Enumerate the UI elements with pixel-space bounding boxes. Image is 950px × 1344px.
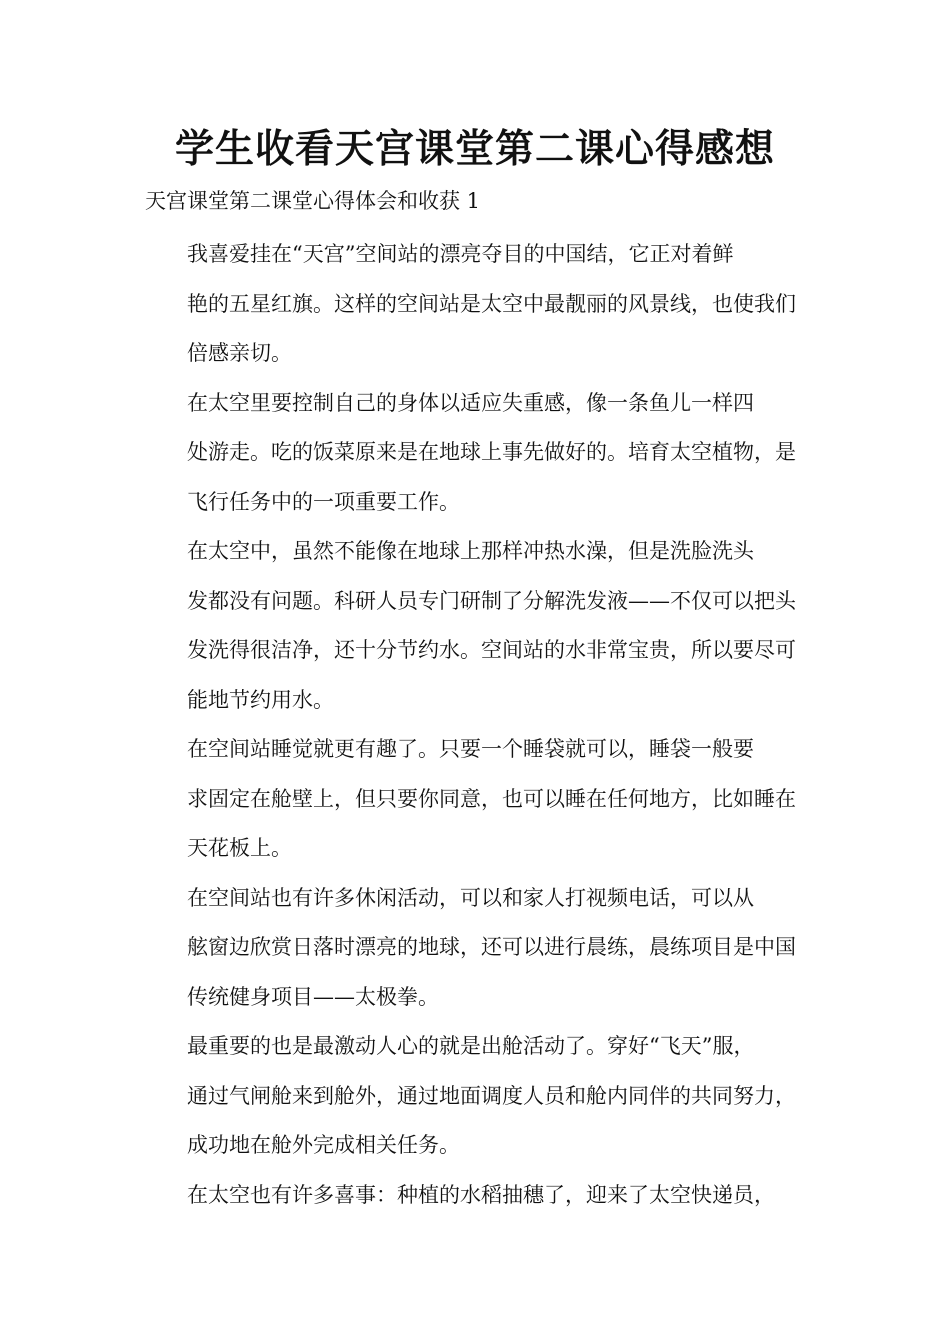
document-title: 学生收看天宫课堂第二课心得感想	[174, 127, 775, 172]
paragraph-line: 在太空中，虽然不能像在地球上那样冲热水澡，但是洗脸洗头	[187, 539, 754, 563]
paragraph-line: 在太空也有许多喜事：种植的水稻抽穗了，迎来了太空快递员，	[187, 1182, 775, 1207]
paragraph-line: 在空间站也有许多休闲活动，可以和家人打视频电话，可以从	[187, 885, 754, 910]
paragraph	[145, 379, 807, 528]
document-subtitle: 天宫课堂第二课堂心得体会和收获 1	[145, 189, 481, 213]
paragraph-line: 最重要的也是最激动人心的就是出舱活动了。穿好“飞天”服，	[187, 1034, 755, 1058]
paragraph-line: 处游走。吃的饭菜原来是在地球上事先做好的。培育太空植物，是	[187, 440, 796, 464]
paragraph-line: 求固定在舱壁上，但只要你同意，也可以睡在任何地方，比如睡在	[187, 786, 796, 811]
paragraph-line: 成功地在舱外完成相关任务。	[187, 1133, 460, 1157]
paragraph-line: 传统健身项目——太极拳。	[187, 984, 439, 1009]
paragraph	[145, 874, 807, 1023]
paragraph-line: 通过气闸舱来到舱外，通过地面调度人员和舱内同伴的共同努力，	[187, 1083, 796, 1108]
paragraph	[145, 230, 807, 379]
paragraph	[145, 527, 807, 725]
document-body	[145, 230, 807, 1220]
paragraph	[145, 1022, 807, 1171]
paragraph-line: 艳的五星红旗。这样的空间站是太空中最靓丽的风景线，也使我们	[187, 291, 796, 316]
paragraph-line: 在空间站睡觉就更有趣了。只要一个睡袋就可以，睡袋一般要	[187, 737, 754, 761]
paragraph	[145, 1171, 807, 1221]
paragraph-line: 飞行任务中的一项重要工作。	[187, 489, 460, 514]
paragraph-line: 天花板上。	[187, 836, 292, 860]
paragraph-line: 在太空里要控制自己的身体以适应失重感，像一条鱼儿一样四	[187, 390, 754, 415]
paragraph-line: 舷窗边欣赏日落时漂亮的地球，还可以进行晨练，晨练项目是中国	[187, 935, 796, 959]
paragraph	[145, 725, 807, 874]
paragraph-line: 发洗得很洁净，还十分节约水。空间站的水非常宝贵，所以要尽可	[187, 638, 796, 662]
paragraph-line: 我喜爱挂在“天宫”空间站的漂亮夺目的中国结，它正对着鲜	[187, 242, 734, 266]
paragraph-line: 能地节约用水。	[187, 687, 334, 712]
paragraph-line: 倍感亲切。	[187, 341, 292, 365]
paragraph-line: 发都没有问题。科研人员专门研制了分解洗发液——不仅可以把头	[187, 588, 796, 613]
